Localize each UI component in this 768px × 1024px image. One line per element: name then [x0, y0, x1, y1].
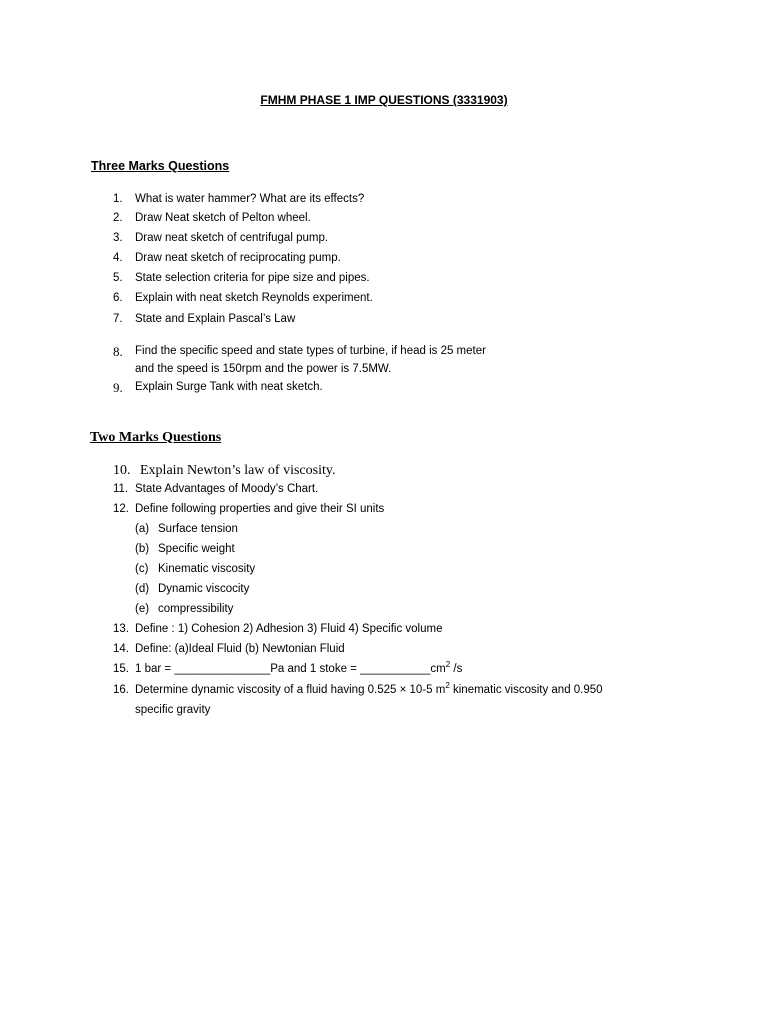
sub-item-text: Kinematic viscosity [158, 563, 256, 575]
sub-item-text: Surface tension [158, 523, 238, 535]
question-number: 5. [113, 272, 123, 284]
question-text-continued: and the speed is 150rpm and the power is 7.5MW. [135, 363, 392, 375]
question-text: Draw neat sketch of centrifugal pump. [135, 232, 329, 244]
superscript: 2 [445, 660, 451, 669]
sub-item-letter: (c) [135, 563, 149, 575]
question-number: 10. [113, 463, 131, 478]
question-number: 13. [113, 623, 129, 635]
question-text: Draw Neat sketch of Pelton wheel. [135, 212, 311, 224]
two-marks-heading: Two Marks Questions [90, 430, 222, 445]
question-text [135, 681, 603, 696]
question-number: 3. [113, 232, 123, 244]
question-text: Draw neat sketch of reciprocating pump. [135, 252, 341, 264]
question-text: Define following properties and give their SI units [135, 503, 385, 515]
page-title: FMHM PHASE 1 IMP QUESTIONS (3331903) [260, 93, 508, 107]
question-number: 15. [113, 663, 129, 675]
sub-item-text: Specific weight [158, 543, 235, 555]
question-number: 4. [113, 252, 123, 264]
question-text-continued: specific gravity [135, 704, 211, 716]
question-text: Define : 1) Cohesion 2) Adhesion 3) Fluid 4) Specific volume [135, 623, 443, 635]
question-number: 7. [113, 313, 123, 325]
question-number: 11. [113, 483, 129, 495]
question-number: 1. [113, 193, 123, 205]
question-text: Find the specific speed and state types of turbine, if head is 25 meter [135, 345, 486, 357]
question-number: 16. [113, 684, 129, 696]
question-text-tail: /s [450, 663, 463, 675]
sub-item-letter: (b) [135, 543, 150, 555]
question-text: Define: (a)Ideal Fluid (b) Newtonian Fluid [135, 643, 345, 655]
question-text-main: Determine dynamic viscosity of a fluid having 0.525 × 10-5 m [135, 684, 446, 696]
question-text: Explain Surge Tank with neat sketch. [135, 381, 323, 393]
sub-item-letter: (e) [135, 603, 150, 615]
question-number: 8. [113, 344, 123, 359]
question-text: State and Explain Pascal’s Law [135, 313, 296, 325]
sub-item-letter: (a) [135, 523, 150, 535]
question-text-tail: kinematic viscosity and 0.950 [449, 684, 603, 696]
question-number: 12. [113, 503, 129, 515]
sub-item-text: Dynamic viscocity [158, 583, 250, 595]
question-number: 6. [113, 292, 123, 304]
list-item [113, 463, 335, 479]
question-number: 9. [113, 380, 123, 395]
three-marks-heading: Three Marks Questions [91, 159, 230, 173]
sub-item-text: compressibility [158, 603, 234, 615]
sub-item-letter: (d) [135, 583, 150, 595]
question-number: 14. [113, 643, 129, 655]
question-text [135, 660, 463, 675]
question-text: Explain with neat sketch Reynolds experiment. [135, 292, 373, 304]
question-number: 2. [113, 212, 123, 224]
question-text-main: 1 bar = _______________Pa and 1 stoke = ___________cm [135, 663, 446, 675]
question-text: State selection criteria for pipe size and pipes. [135, 272, 370, 284]
question-text: What is water hammer? What are its effects? [135, 193, 365, 205]
question-text: Explain Newton’s law of viscosity. [140, 463, 336, 478]
superscript: 2 [445, 681, 450, 690]
question-text: State Advantages of Moody’s Chart. [135, 483, 319, 495]
